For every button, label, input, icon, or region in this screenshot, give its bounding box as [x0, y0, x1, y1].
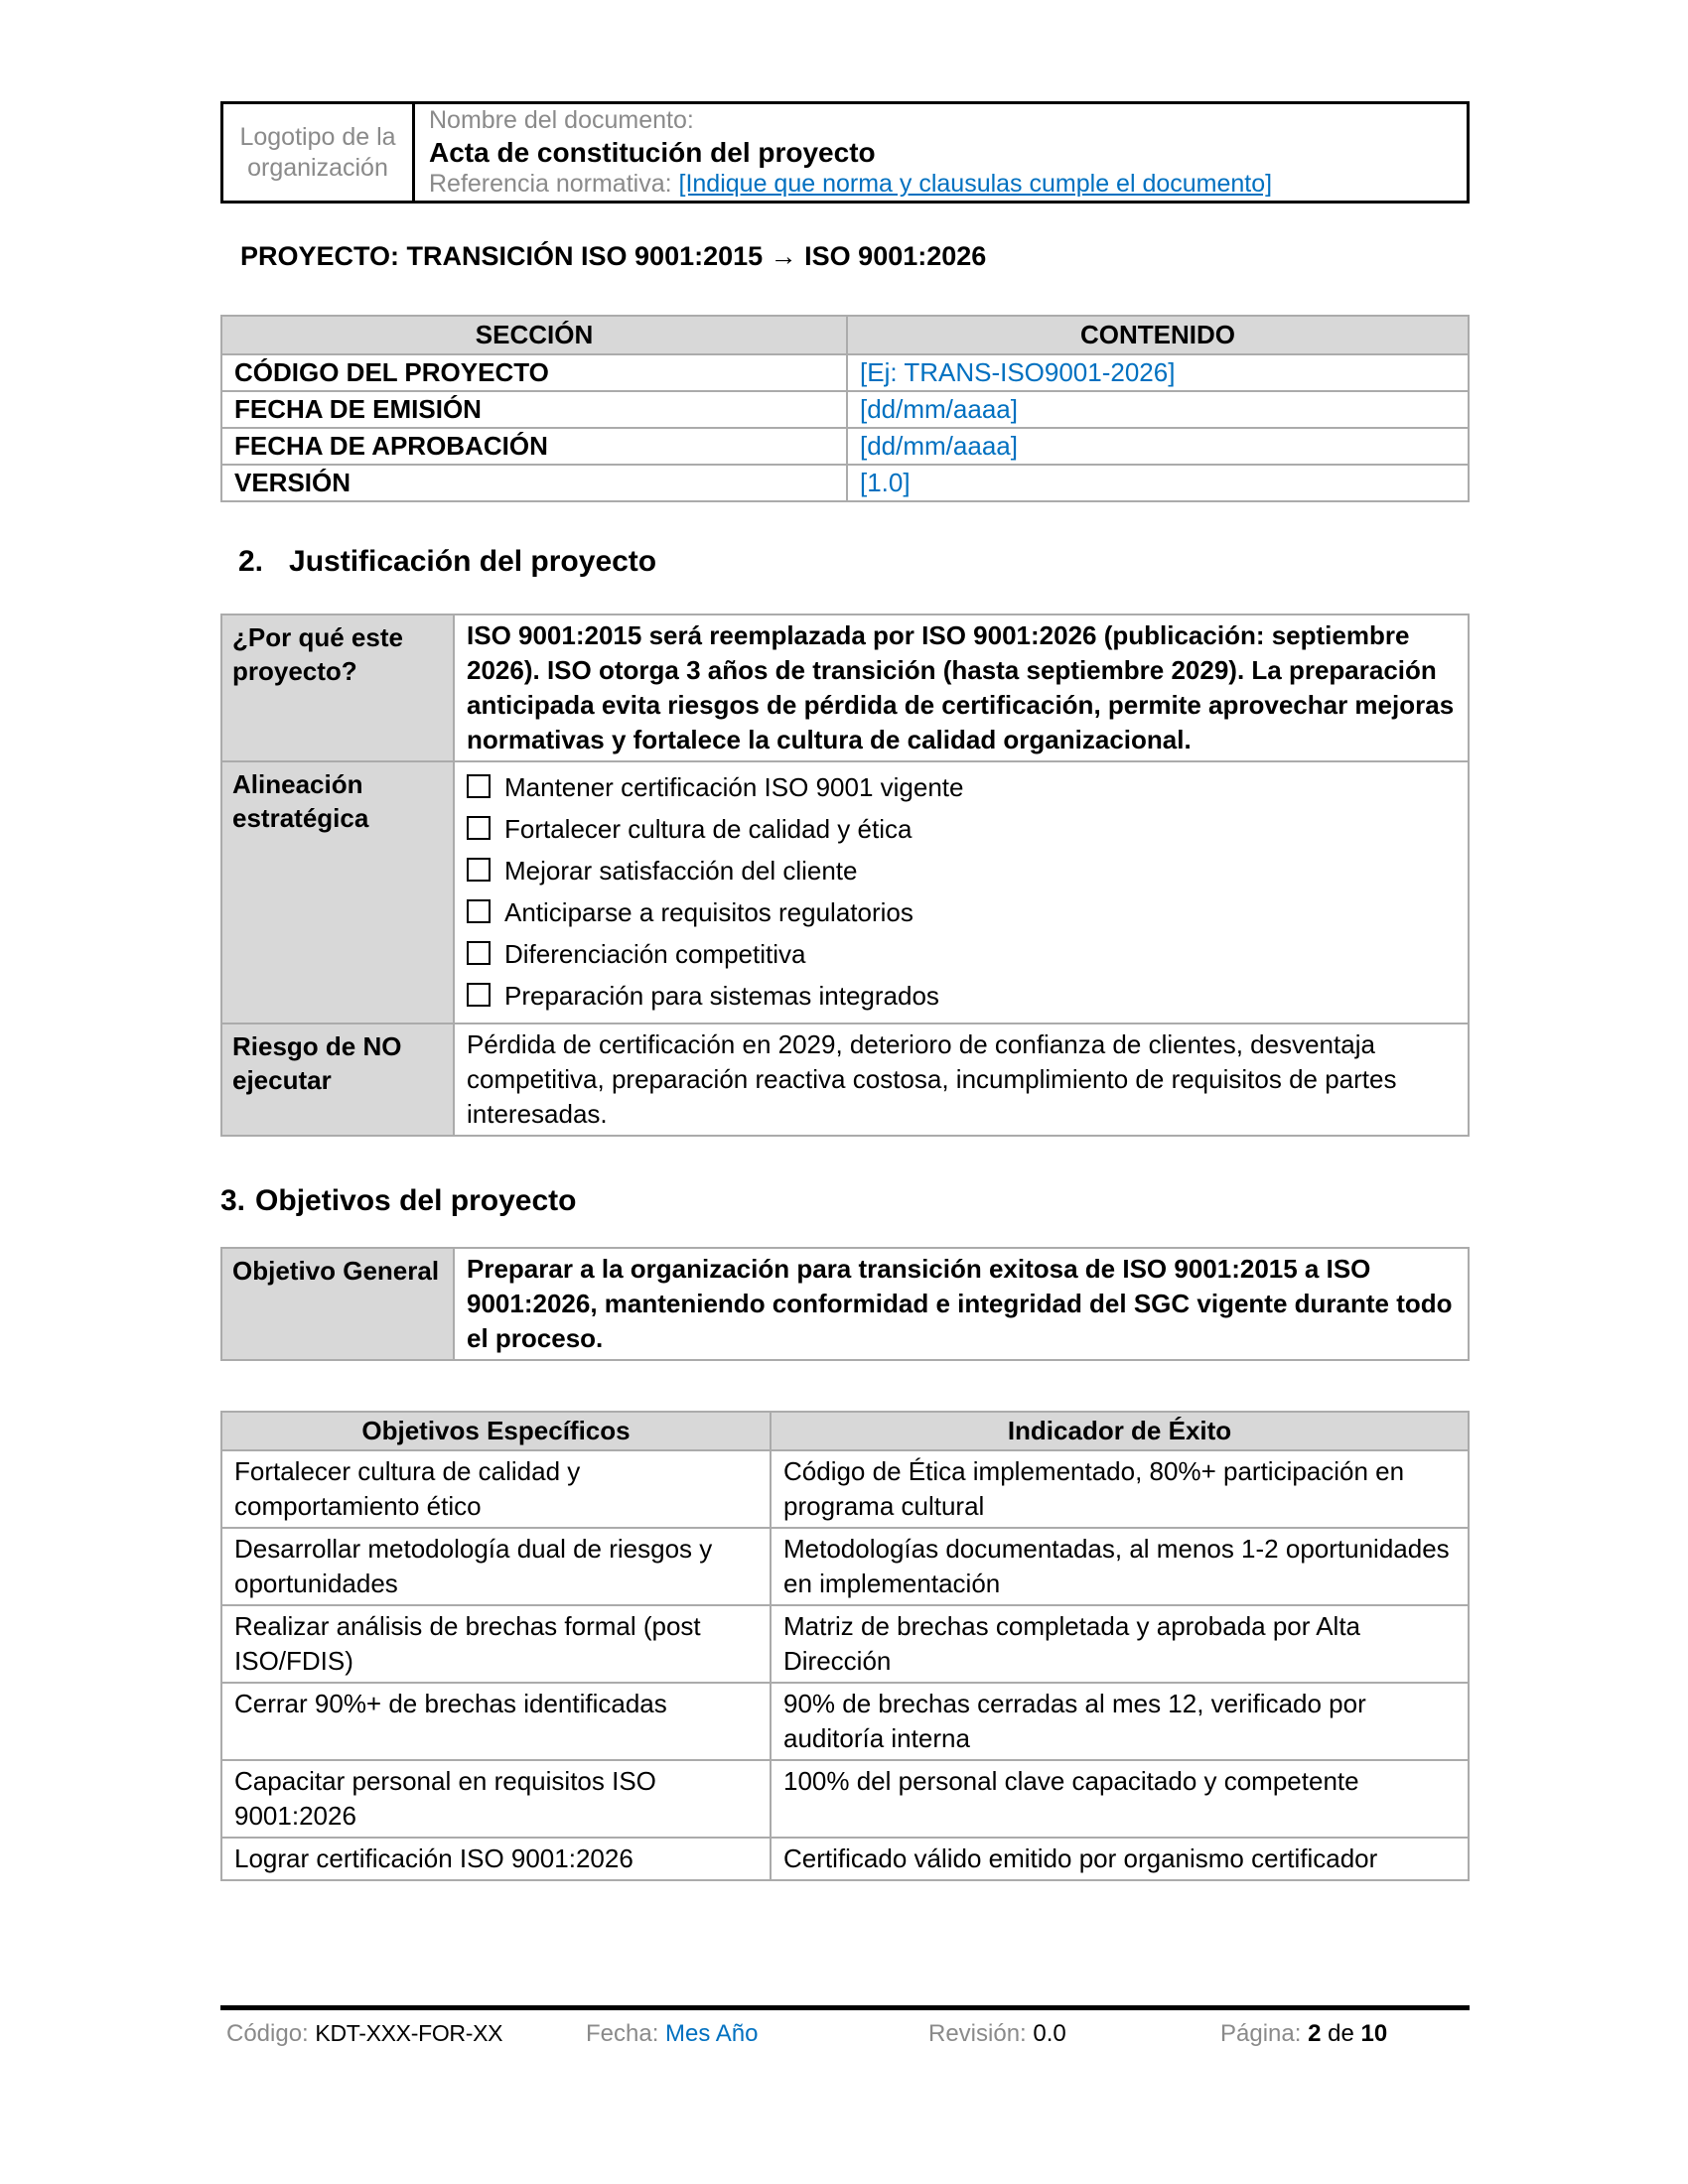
specific-objectives-table: [220, 1411, 1470, 1881]
row-label-codigo: CÓDIGO DEL PROYECTO: [221, 354, 847, 391]
document-header-box: [220, 101, 1470, 204]
objective-cell: Capacitar personal en requisitos ISO 9001:2026: [221, 1760, 771, 1838]
footer-date-value[interactable]: Mes Año: [665, 2020, 759, 2047]
checkbox-icon[interactable]: [467, 858, 491, 882]
indicator-cell: Metodologías documentadas, al menos 1-2 oportunidades en implementación: [771, 1528, 1469, 1605]
list-item: [467, 894, 1456, 930]
checklist-item-label: Diferenciación competitiva: [504, 939, 806, 969]
table-row: [221, 1605, 1469, 1683]
table-row-why: [221, 614, 1469, 761]
objective-cell: Realizar análisis de brechas formal (post ISO/FDIS): [221, 1605, 771, 1683]
indicator-cell: 90% de brechas cerradas al mes 12, verificado por auditoría interna: [771, 1683, 1469, 1760]
logo-placeholder-cell: [223, 104, 415, 201]
footer-page-separator: de: [1328, 2020, 1354, 2047]
list-item: [467, 811, 1456, 847]
footer-page-current: 2: [1308, 2020, 1322, 2047]
table-row: [221, 1838, 1469, 1880]
table-row: [221, 428, 1469, 465]
indicator-cell: Certificado válido emitido por organismo certificador: [771, 1838, 1469, 1880]
footer-divider: [220, 2005, 1470, 2010]
row-label-alineacion: Alineación estratégica: [221, 761, 454, 1024]
row-label-version: VERSIÓN: [221, 465, 847, 501]
field-codigo-proyecto[interactable]: [Ej: TRANS-ISO9001-2026]: [847, 354, 1469, 391]
objective-cell: Desarrollar metodología dual de riesgos y oportunidades: [221, 1528, 771, 1605]
list-item: [467, 853, 1456, 888]
table-header-row: [221, 316, 1469, 354]
normative-reference-label: Referencia normativa:: [429, 170, 672, 198]
section-number: 3.: [220, 1184, 246, 1217]
field-version[interactable]: [1.0]: [847, 465, 1469, 501]
field-fecha-emision[interactable]: [dd/mm/aaaa]: [847, 391, 1469, 428]
footer-revision-value: 0.0: [1033, 2020, 1066, 2047]
section-heading-justificacion: [220, 544, 1470, 580]
checklist-item-label: Preparación para sistemas integrados: [504, 981, 939, 1011]
list-item: [467, 769, 1456, 805]
indicator-cell: 100% del personal clave capacitado y competente: [771, 1760, 1469, 1838]
document-name-label: Nombre del documento:: [429, 106, 694, 134]
normative-reference-line: [429, 169, 1453, 200]
section-number: 2.: [238, 545, 264, 578]
normative-reference-placeholder[interactable]: [Indique que norma y clausulas cumple el documento]: [678, 170, 1273, 198]
footer-date: [586, 2020, 758, 2048]
column-header-objetivos: Objetivos Específicos: [221, 1412, 771, 1450]
table-row-risk: [221, 1024, 1469, 1136]
table-row-general-objective: [221, 1248, 1469, 1360]
checkbox-icon[interactable]: [467, 899, 491, 923]
table-row: [221, 354, 1469, 391]
checklist-item-label: Fortalecer cultura de calidad y ética: [504, 814, 913, 844]
document-name: Acta de constitución del proyecto: [429, 137, 876, 168]
page-footer: [220, 2005, 1470, 2064]
footer-code: [226, 2020, 502, 2048]
checkbox-icon[interactable]: [467, 983, 491, 1007]
table-row: [221, 1450, 1469, 1528]
table-row-alignment: [221, 761, 1469, 1024]
general-objective-table: [220, 1247, 1470, 1361]
alignment-checklist-cell: [454, 761, 1469, 1024]
objective-cell: Cerrar 90%+ de brechas identificadas: [221, 1683, 771, 1760]
footer-page-label: Página:: [1220, 2020, 1302, 2047]
general-objective-text: Preparar a la organización para transición exitosa de ISO 9001:2015 a ISO 9001:2026, manteniendo conformidad e integridad del SGC vigente durante todo el proceso.: [454, 1248, 1469, 1360]
section-title: Justificación del proyecto: [289, 545, 657, 578]
checkbox-icon[interactable]: [467, 941, 491, 965]
list-item: [467, 936, 1456, 972]
column-header-contenido: CONTENIDO: [847, 316, 1469, 354]
table-row: [221, 1683, 1469, 1760]
table-row: [221, 391, 1469, 428]
field-fecha-aprobacion[interactable]: [dd/mm/aaaa]: [847, 428, 1469, 465]
footer-revision-label: Revisión:: [928, 2020, 1027, 2047]
checklist-item-label: Mejorar satisfacción del cliente: [504, 856, 858, 886]
indicator-cell: Código de Ética implementado, 80%+ participación en programa cultural: [771, 1450, 1469, 1528]
row-label-riesgo: Riesgo de NO ejecutar: [221, 1024, 454, 1136]
footer-revision: [928, 2020, 1066, 2048]
footer-page-total: 10: [1360, 2020, 1388, 2047]
row-label-fecha-emision: FECHA DE EMISIÓN: [221, 391, 847, 428]
footer-date-label: Fecha:: [586, 2020, 659, 2047]
footer-page: [1220, 2020, 1387, 2048]
section-title: Objetivos del proyecto: [255, 1184, 577, 1217]
checkbox-icon[interactable]: [467, 774, 491, 798]
objective-cell: Lograr certificación ISO 9001:2026: [221, 1838, 771, 1880]
checkbox-icon[interactable]: [467, 816, 491, 840]
column-header-indicador: Indicador de Éxito: [771, 1412, 1469, 1450]
row-label-objetivo-general: Objetivo General: [221, 1248, 454, 1360]
checklist-item-label: Mantener certificación ISO 9001 vigente: [504, 772, 964, 802]
indicator-cell: Matriz de brechas completada y aprobada por Alta Dirección: [771, 1605, 1469, 1683]
row-label-fecha-aprobacion: FECHA DE APROBACIÓN: [221, 428, 847, 465]
why-text: ISO 9001:2015 será reemplazada por ISO 9001:2026 (publicación: septiembre 2026). ISO otorga 3 años de transición (hasta septiembre 2029). La preparación anticipada evita riesgos de pérdida de certificación, permite aprovechar mejoras normativas y fortalece la cultura de calidad organizacional.: [454, 614, 1469, 761]
checklist-item-label: Anticiparse a requisitos regulatorios: [504, 897, 914, 927]
objective-cell: Fortalecer cultura de calidad y comportamiento ético: [221, 1450, 771, 1528]
document-name-cell: [415, 104, 1467, 201]
table-row: [221, 465, 1469, 501]
footer-code-label: Código:: [226, 2020, 309, 2047]
footer-code-value: KDT-XXX-FOR-XX: [315, 2020, 503, 2046]
document-page: [220, 0, 1470, 1881]
table-header-row: [221, 1412, 1469, 1450]
logo-placeholder-text: Logotipo de la organización: [239, 122, 396, 182]
project-title: PROYECTO: TRANSICIÓN ISO 9001:2015 → ISO 9001:2026: [240, 241, 987, 271]
column-header-seccion: SECCIÓN: [221, 316, 847, 354]
table-row: [221, 1528, 1469, 1605]
table-row: [221, 1760, 1469, 1838]
row-label-por-que: ¿Por qué este proyecto?: [221, 614, 454, 761]
section-heading-objetivos: [220, 1183, 1470, 1219]
justification-table: [220, 614, 1470, 1137]
project-info-table: [220, 315, 1470, 502]
alignment-checklist: [467, 769, 1456, 1014]
risk-text: Pérdida de certificación en 2029, deterioro de confianza de clientes, desventaja competitiva, preparación reactiva costosa, incumplimiento de requisitos de partes interesadas.: [454, 1024, 1469, 1136]
list-item: [467, 978, 1456, 1014]
footer-items: [220, 2020, 1470, 2064]
